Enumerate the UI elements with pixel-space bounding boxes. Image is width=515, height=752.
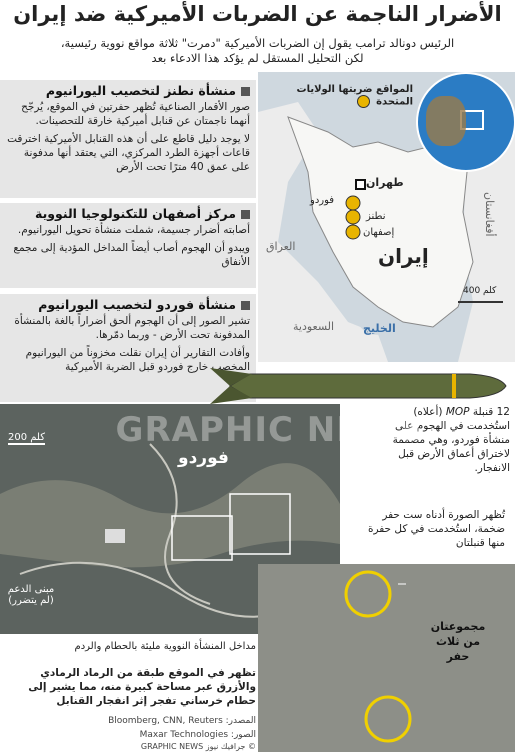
subtitle	[10, 36, 505, 66]
isfahan-body-1: أصابته أضرار جسيمة، شملت منشأة تحويل اليورانيوم.	[17, 224, 250, 236]
fordow-place-label: فوردو	[178, 448, 229, 468]
city-natanz: نطنز	[366, 211, 386, 222]
craters-note: تُظهر الصورة أدناه ست حفر ضخمة، استُخدمت في كل حفرة منها قنبلتان	[367, 509, 505, 549]
support-building-icon	[105, 529, 125, 543]
city-fordow: فوردو	[310, 195, 335, 206]
fordow-title: منشأة فوردو لتخصيب اليورانيوم	[0, 294, 256, 314]
ash-note: تظهر في الموقع طبقة من الرماد الرمادي والأزرق عبر مساحة كبيرة منه، مما يشير إلى حطام خرساني تفجر إثر انفجار القنابل	[28, 667, 256, 707]
bullet-square-icon	[241, 301, 250, 310]
neighbor-afghanistan: أفغانستان	[483, 192, 496, 237]
support-building-note: (لم يتضرر)	[8, 595, 54, 606]
map-scale: 400 كلم	[463, 286, 497, 296]
bullet-square-icon	[241, 210, 250, 219]
globe-land-icon	[426, 96, 466, 146]
city-tehran: طهران	[366, 176, 404, 189]
mop-bomb-icon	[190, 362, 508, 410]
subtitle-line-2: لكن التحليل المستقل لم يؤكد هذا الادعاء بعد	[151, 51, 364, 65]
isfahan-section	[0, 203, 256, 288]
subtitle-line-1: الرئيس دونالد ترامب يقول إن الضربات الأميركية "دمرت" ثلاثة مواقع نووية رئيسية،	[60, 36, 455, 50]
natanz-nuke-icon	[346, 210, 360, 224]
nuke-legend-icon	[357, 95, 370, 108]
fordow-nuke-icon	[346, 196, 360, 210]
entrances-note: مداخل المنشأة النووية مليئة بالحطام والردم	[74, 641, 256, 652]
page-title: الأضرار الناجمة عن الضربات الأميركية ضد إيران	[13, 2, 502, 26]
city-isfahan: إصفهان	[363, 227, 395, 238]
iran-map	[258, 72, 515, 362]
isfahan-title: مركز أصفهان للتكنولوجيا النووية	[0, 203, 256, 223]
gulf-label: الخليج	[363, 322, 396, 335]
bullet-square-icon	[241, 87, 250, 96]
country-iran: إيران	[378, 244, 429, 268]
globe-icon	[416, 72, 515, 172]
isfahan-body-2: ويبدو أن الهجوم أصاب أيضاً المداخل المؤدية إلى مجمع الأنفاق	[13, 242, 250, 268]
fordow-body-2: وأفادت التقارير أن إيران نقلت مخزوناً من اليورانيوم المخصب خارج فوردو قبل الضربة الأميركية	[25, 347, 250, 373]
support-building-name: مبنى الدعم	[7, 584, 55, 595]
map-legend: المواقع ضربتها الولايات المتحدة	[296, 84, 413, 108]
satellite-scale: 200 كلم	[8, 432, 45, 443]
fordow-body-1: تشير الصور إلى أن الهجوم ألحق أضراراً بالغة بالمنشأة المدفونة تحت الأرض - وربما دمّرها.	[14, 315, 250, 341]
crater-group-label: مجموعتان من ثلاث حفر	[430, 620, 486, 663]
support-building-label	[6, 584, 56, 606]
tehran-capital-icon	[356, 180, 365, 189]
mop-bomb-illustration	[190, 362, 508, 410]
photo-credit: الصور: Maxar Technologies	[139, 730, 256, 740]
crater-satellite-image	[258, 564, 515, 752]
natanz-section	[0, 80, 256, 198]
natanz-title: منشأة نطنز لتخصيب اليورانيوم	[0, 80, 256, 100]
neighbor-saudi: السعودية	[293, 320, 335, 333]
neighbor-iraq: العراق	[266, 240, 296, 253]
mop-caption: 12 قنبلة MOP (أعلاه) استُخدمت في الهجوم على منشأة فوردو، وهي مصممة لاختراق أعماق الأرض قبل الانفجار.	[392, 406, 510, 474]
source-credit: المصدر: Bloomberg, CNN, Reuters	[108, 716, 256, 726]
natanz-body-1: صور الأقمار الصناعية تُظهر حفرتين في الموقع، يُرجّح أنهما ناجمتان عن قنابل أميركية خارقة للتحصينات.	[21, 101, 250, 127]
graphic-news-credit: © جرافيك نيوز GRAPHIC NEWS	[140, 742, 256, 751]
isfahan-nuke-icon	[346, 225, 360, 239]
watermark-logo: GRAPHIC NEWS	[115, 410, 425, 450]
natanz-body-2: لا يوجد دليل قاطع على أن هذه القنابل الأميركية اخترقت قاعات أجهزة الطرد المركزي، التي يعتقد أنها مدفونة على عمق 40 مترًا تحت الأرض	[7, 133, 250, 173]
